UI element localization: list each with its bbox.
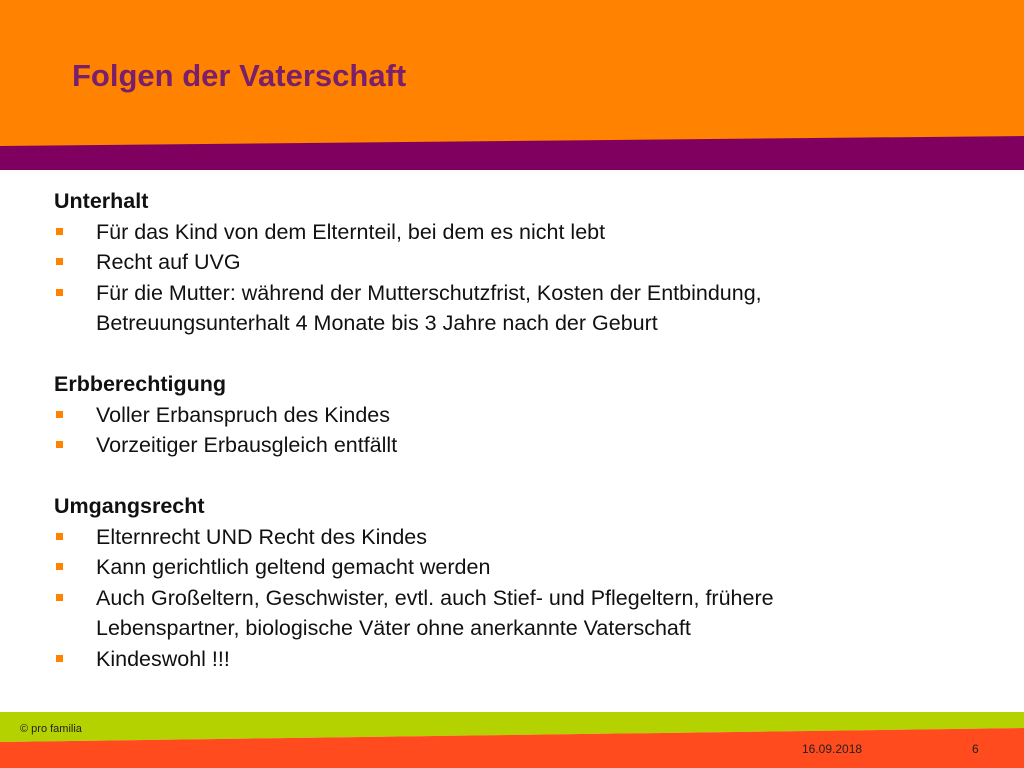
square-bullet-icon (56, 258, 63, 265)
page-number: 6 (972, 742, 979, 756)
list-item (54, 552, 984, 583)
square-bullet-icon (56, 594, 63, 601)
footer-bands (0, 712, 1024, 768)
slide-title: Folgen der Vaterschaft (72, 58, 407, 93)
list-item (54, 217, 984, 248)
slide-date: 16.09.2018 (802, 742, 863, 756)
list-item (54, 278, 984, 339)
list-item-text: Kann gerichtlich geltend gemacht werden (96, 555, 491, 579)
list-item-text: Vorzeitiger Erbausgleich entfällt (96, 433, 398, 457)
square-bullet-icon (56, 441, 63, 448)
list-item (54, 430, 984, 461)
purple-stripe (0, 136, 1024, 170)
section (54, 369, 984, 461)
bullet-list (54, 400, 984, 461)
section-heading: Umgangsrecht (54, 494, 205, 518)
square-bullet-icon (56, 289, 63, 296)
list-item-text: Auch Großeltern, Geschwister, evtl. auch Stief- und Pflegeltern, frühere (96, 585, 774, 610)
slide-content (54, 186, 984, 674)
list-item-text: Betreuungsunterhalt 4 Monate bis 3 Jahre nach der Geburt (96, 311, 658, 335)
square-bullet-icon (56, 411, 63, 418)
square-bullet-icon (56, 533, 63, 540)
bullet-list (54, 522, 984, 675)
list-item-text: Elternrecht UND Recht des Kindes (96, 524, 428, 549)
list-item-text: Kindeswohl !!! (96, 646, 230, 671)
square-bullet-icon (56, 655, 63, 662)
list-item (54, 583, 984, 644)
list-item (54, 522, 984, 553)
square-bullet-icon (56, 563, 63, 570)
list-item (54, 247, 984, 278)
list-item-text: Lebenspartner, biologische Väter ohne anerkannte Vaterschaft (96, 616, 691, 640)
square-bullet-icon (56, 228, 63, 235)
section-heading: Unterhalt (54, 189, 149, 213)
list-item-text: Voller Erbanspruch des Kindes (96, 402, 391, 427)
list-item (54, 400, 984, 431)
section (54, 186, 984, 339)
list-item (54, 644, 984, 675)
list-item-text: Für das Kind von dem Elternteil, bei dem es nicht lebt (96, 219, 606, 244)
list-item-text: Für die Mutter: während der Mutterschutzfrist, Kosten der Entbindung, (96, 280, 762, 305)
copyright-text: © pro familia (20, 723, 82, 735)
section-heading: Erbberechtigung (54, 372, 227, 396)
bullet-list (54, 217, 984, 339)
list-item-text: Recht auf UVG (96, 250, 241, 274)
section (54, 491, 984, 674)
